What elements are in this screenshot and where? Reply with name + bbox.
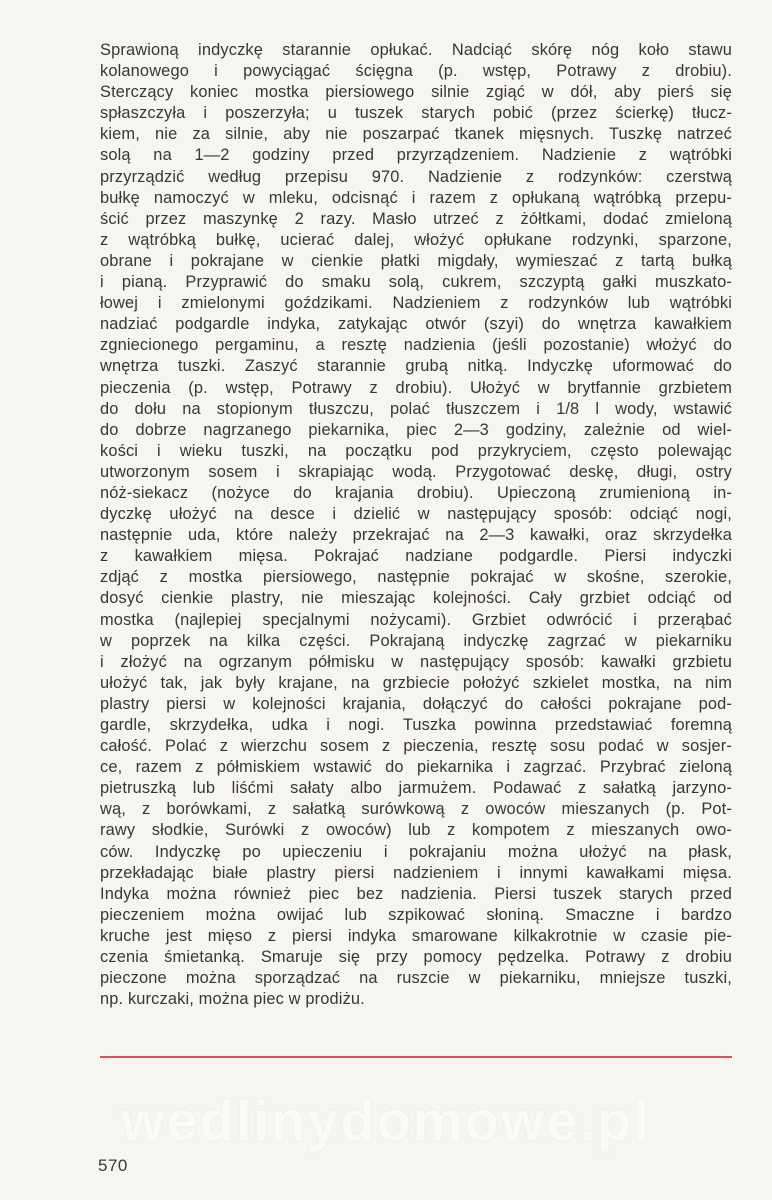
text-line: z kawałkiem mięsa. Pokrajać nadziane podgardle. Piersi indyczki xyxy=(100,547,732,566)
text-line: obrane i pokrajane w cienkie płatki migdały, wymieszać z tartą bułką xyxy=(100,251,732,270)
text-line: ścić przez maszynkę 2 razy. Masło utrzeć z żółtkami, dodać zmieloną xyxy=(100,209,732,228)
text-line: dyczkę ułożyć na desce i dzielić w następujący sposób: odciąć nogi, xyxy=(100,505,732,524)
text-line: Indyka można również piec bez nadzienia. Piersi tuszek starych przed xyxy=(100,884,732,903)
text-line: wnętrza tuszki. Zaszyć starannie grubą nitką. Indyczkę uformować do xyxy=(100,357,732,376)
text-line: kości i wieku tuszki, na początku pod przykryciem, często polewając xyxy=(100,441,732,460)
text-line: solą na 1—2 godziny przed przyrządzeniem. Nadzienie z wątróbki xyxy=(100,146,732,165)
text-line: nadziać podgardle indyka, zatykając otwór (szyi) do wnętrza kawałkiem xyxy=(100,315,732,334)
text-line: i pianą. Przyprawić do smaku solą, cukrem, szczyptą gałki muszkato- xyxy=(100,273,732,292)
text-line: plastry piersi w kolejności krajania, dołączyć do całości pokrajane pod- xyxy=(100,694,732,713)
text-line: mostka (najlepiej specjalnymi nożycami). Grzbiet odwrócić i przerąbać xyxy=(100,610,732,629)
text-line: czenia śmietanką. Smaruje się przy pomocy pędzelka. Potrawy z drobiu xyxy=(100,948,732,967)
text-line: przyrządzić według przepisu 970. Nadzienie z rodzynków: czerstwą xyxy=(100,167,732,186)
text-line: ców. Indyczkę po upieczeniu i pokrajaniu można ułożyć na płask, xyxy=(100,842,732,861)
text-line: bułkę namoczyć w mleku, odcisnąć i razem z opłukaną wątróbką przepu- xyxy=(100,188,732,207)
text-line: do dołu na stopionym tłuszczu, polać tłuszczem i 1/8 l wody, wstawić xyxy=(100,399,732,418)
text-line: zdjąć z mostka piersiowego, następnie pokrajać w skośne, szerokie, xyxy=(100,568,732,587)
text-line: do dobrze nagrzanego piekarnika, piec 2—3 godziny, zależnie od wiel- xyxy=(100,420,732,439)
text-line: rawy słodkie, Surówki z owoców) lub z kompotem z mieszanych owo- xyxy=(100,821,732,840)
text-line: np. kurczaki, można piec w prodiżu. xyxy=(100,990,365,1009)
text-line: kruche jest mięso z piersi indyka smarowane kilkakrotnie w czasie pie- xyxy=(100,926,732,945)
text-line: pieczeniem można owijać lub szpikować słoniną. Smaczne i bardzo xyxy=(100,905,732,924)
text-line: pieczone można sporządzać na ruszcie w piekarniku, mniejsze tuszki, xyxy=(100,969,732,988)
recipe-body-text xyxy=(100,40,732,1010)
text-line: w poprzek na kilka części. Pokrajaną indyczkę zagrzać w piekarniku xyxy=(100,631,732,650)
text-line: pieczenia (p. wstęp, Potrawy z drobiu). Ułożyć w brytfannie grzbietem xyxy=(100,378,732,397)
text-line: nóż-siekacz (nożyce do krajania drobiu). Upieczoną zrumienioną in- xyxy=(100,483,732,502)
text-line: kolanowego i powyciągać ścięgna (p. wstęp, Potrawy z drobiu). xyxy=(100,62,732,81)
text-line: dosyć cienkie plastry, nie mieszając kolejności. Cały grzbiet odciąć od xyxy=(100,589,732,608)
text-line: utworzonym sosem i skrapiając wodą. Przygotować deskę, długi, ostry xyxy=(100,462,732,481)
red-divider-rule xyxy=(100,1056,732,1058)
text-line: spłaszczyła i poszerzyła; u tuszek starych pobić (przez ścierkę) tłucz- xyxy=(100,104,732,123)
site-watermark: wedlinydomowe.pl xyxy=(121,1089,651,1152)
text-line: Sprawioną indyczkę starannie opłukać. Nadciąć skórę nóg koło stawu xyxy=(100,41,732,59)
text-line: łowej i zmielonymi goździkami. Nadzieniem z rodzynków lub wątróbki xyxy=(100,294,732,313)
text-line: następnie uda, które należy przekrajać na 2—3 kawałki, oraz skrzydełka xyxy=(100,526,732,545)
text-line: Sterczący koniec mostka piersiowego silnie zgiąć w dół, aby pierś się xyxy=(100,83,732,102)
text-line: zgniecionego pergaminu, a resztę nadzienia (jeśli pozostanie) włożyć do xyxy=(100,336,732,355)
text-line: całość. Polać z wierzchu sosem z pieczenia, resztę sosu podać w sosjer- xyxy=(100,737,732,756)
page-number: 570 xyxy=(98,1156,128,1175)
text-line: przekładając białe plastry piersi nadzieniem i innymi kawałkami mięsa. xyxy=(100,863,732,882)
text-line: kiem, nie za silnie, aby nie poszarpać tkanek mięsnych. Tuszkę natrzeć xyxy=(100,125,732,144)
text-line: ułożyć tak, jak były krajane, na grzbiecie położyć szkielet mostka, na nim xyxy=(100,673,732,692)
text-line: pietruszką lub liśćmi sałaty albo jarmużem. Podawać z sałatką jarzyno- xyxy=(100,779,732,798)
text-line: i złożyć na ogrzanym półmisku w następujący sposób: kawałki grzbietu xyxy=(100,652,732,671)
text-line: gardle, skrzydełka, udka i nogi. Tuszka powinna przedstawiać foremną xyxy=(100,716,732,734)
text-line: wą, z borówkami, z sałatką surówkową z owoców mieszanych (p. Pot- xyxy=(100,800,732,819)
text-line: ce, razem z półmiskiem wstawić do piekarnika i zagrzać. Przybrać zieloną xyxy=(100,758,732,777)
text-line: z wątróbką bułkę, ucierać dalej, włożyć opłukane rodzynki, sparzone, xyxy=(100,230,732,249)
